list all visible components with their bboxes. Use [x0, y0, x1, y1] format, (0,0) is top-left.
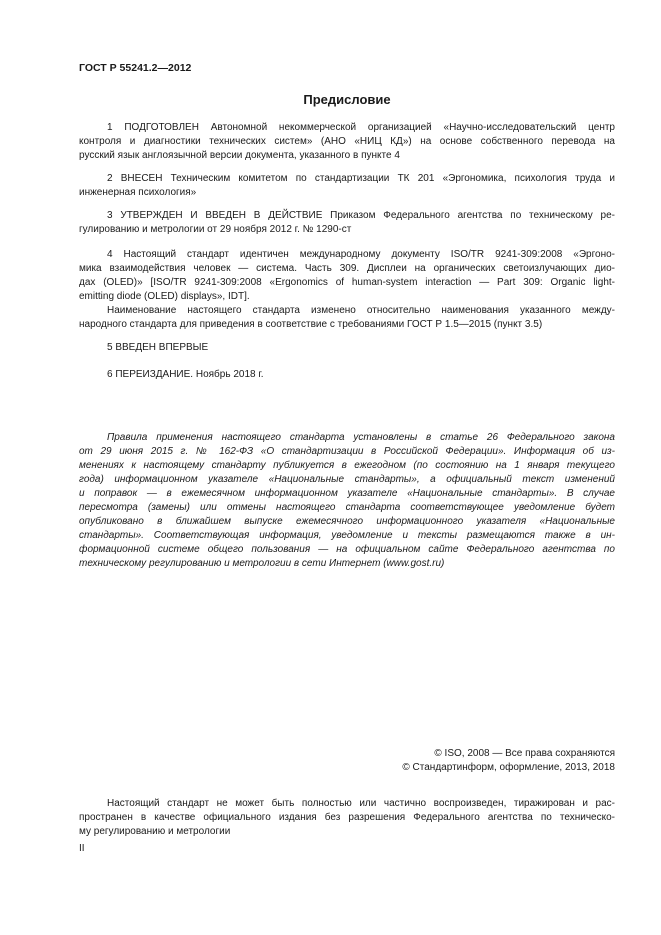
notice-line: Правила применения настоящего стандарта установлены в статье 26 Федерального закона [107, 432, 615, 443]
item-2-line-2: инженерная психология» [79, 187, 197, 198]
copyright-standartinform: © Стандартинформ, оформление, 2013, 2018 [402, 762, 615, 773]
page-number: II [79, 843, 85, 854]
item-1-line-2: контроля и диагностики технических систем» (АНО «НИЦ КД») на основе собственного перевода на [79, 136, 615, 147]
item-4-identical [79, 248, 615, 332]
item-3-approved [79, 209, 615, 237]
notice-line: формационной системе общего пользования — на официальном сайте Федерального агентства по [79, 544, 615, 555]
item-4-line-2: мика взаимодействия человек — система. Часть 309. Дисплеи на органических светоизлучающих дио- [79, 263, 615, 274]
item-4b-line-2: народного стандарта для приведения в соответствие с требованиями ГОСТ Р 1.5—2015 (пункт 3.5) [79, 319, 543, 330]
item-2-submitted [79, 172, 615, 200]
item-4b-line-1: Наименование настоящего стандарта изменено относительно наименования указанного между- [107, 305, 615, 316]
reproduction-restriction [79, 797, 615, 839]
restriction-line: му регулированию и метрологии [79, 826, 231, 837]
item-1-prepared [79, 121, 615, 163]
item-3-line-2: гулированию и метрологии от 29 ноября 2012 г. № 1290-ст [79, 224, 352, 235]
item-6-reissue [79, 368, 615, 382]
item-1-line-3: русский язык англоязычной версии документа, указанного в пункте 4 [79, 150, 400, 161]
copyright-iso: © ISO, 2008 — Все права сохраняются [434, 748, 615, 759]
item-3-line-1: 3 УТВЕРЖДЕН И ВВЕДЕН В ДЕЙСТВИЕ Приказом Федерального агентства по техническому ре- [107, 210, 615, 221]
document-id: ГОСТ Р 55241.2—2012 [79, 62, 192, 74]
restriction-line: Настоящий стандарт не может быть полностью или частично воспроизведен, тиражирован и рас- [107, 798, 615, 809]
restriction-line: пространен в качестве официального издания без разрешения Федерального агентства по техническо- [79, 812, 615, 823]
notice-line: менениях к настоящему стандарту публикуется в ежегодном (по состоянию на 1 января текущего [79, 460, 615, 471]
item-4-line-3: дах (OLED)» [ISO/TR 9241-309:2008 «Ergonomics of human-system interaction — Part 309: Organic light- [79, 277, 615, 288]
item-4-line-4: emitting diode (OLED) displays», IDT]. [79, 291, 250, 302]
item-5-introduced [79, 341, 615, 355]
notice-line: года) информационном указателе «Национальные стандарты», а официальный текст изменений [79, 474, 615, 485]
copyright-block [79, 747, 615, 775]
notice-line: опубликовано в ближайшем выпуске ежемесячного информационного указателя «Национальные [79, 516, 615, 527]
notice-line: пересмотра (замены) или отмены настоящего стандарта соответствующее уведомление будет [79, 502, 615, 513]
item-4-line-1: 4 Настоящий стандарт идентичен международному документу ISO/TR 9241-309:2008 «Эргоно- [107, 249, 615, 260]
notice-line: и поправок — в ежемесячном информационном указателе «Национальные стандарты». В случае [79, 488, 615, 499]
item-6-line: 6 ПЕРЕИЗДАНИЕ. Ноябрь 2018 г. [107, 369, 264, 380]
item-5-line: 5 ВВЕДЕН ВПЕРВЫЕ [107, 342, 209, 353]
item-1-line-1: 1 ПОДГОТОВЛЕН Автономной некоммерческой организацией «Научно-исследовательский центр [107, 122, 615, 133]
page-title: Предисловие [303, 92, 391, 107]
notice-line: стандарты». Соответствующая информация, уведомление и тексты размещаются также в ин- [79, 530, 615, 541]
notice-line: от 29 июня 2015 г. № 162-ФЗ «О стандартизации в Российской Федерации». Информация об из- [79, 446, 615, 457]
item-2-line-1: 2 ВНЕСЕН Техническим комитетом по стандартизации ТК 201 «Эргономика, психология труда и [107, 173, 615, 184]
usage-notice [79, 431, 615, 571]
notice-line: техническому регулированию и метрологии в сети Интернет (www.gost.ru) [79, 558, 445, 569]
